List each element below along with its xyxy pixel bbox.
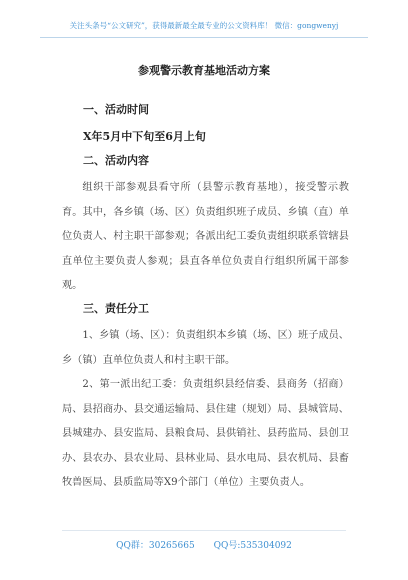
document-title: 参观警示教育基地活动方案 <box>138 64 270 77</box>
footer-divider <box>62 530 346 531</box>
section-1-heading: 一、活动时间 <box>83 103 149 116</box>
footer <box>0 538 408 551</box>
header-banner: 关注头条号“公文研究”，获得最新最全最专业的公文资料库！ 微信：gongwenyj <box>40 20 368 38</box>
section-3-item-1: 1、乡镇（场、区）：负责组织本乡镇（场、区）班子成员、乡（镇）直单位负责人和村主职干部。 <box>62 330 349 366</box>
section-2-heading: 二、活动内容 <box>83 154 149 167</box>
section-2-paragraph: 组织干部参观县看守所（县警示教育基地），接受警示教育。其中，各乡镇（场、区）负责组织班子成员、乡镇（直）单位负责人、村主职干部参观；各派出纪工委负责组织联系管辖县直单位主要负责人参观；县直各单位负责自行组织所属干部参观。 <box>62 182 349 292</box>
section-3-heading: 三、责任分工 <box>83 302 149 315</box>
activity-time: X年5月中下旬至6月上旬 <box>83 130 206 143</box>
footer-qq-number: QQ号:535304092 <box>213 541 292 551</box>
section-3-item-2: 2、第一派出纪工委：负责组织县经信委、县商务（招商）局、县招商办、县交通运输局、县住建（规划）局、县城管局、县城建办、县安监局、县粮食局、县供销社、县药监局、县创卫办、县农办、县农业局、县林业局、县水电局、县农机局、县畜牧兽医局、县质监局等X9个部门（单位）主要负责人。 <box>62 379 349 489</box>
footer-qq-group: QQ群：30265665 <box>116 541 195 551</box>
